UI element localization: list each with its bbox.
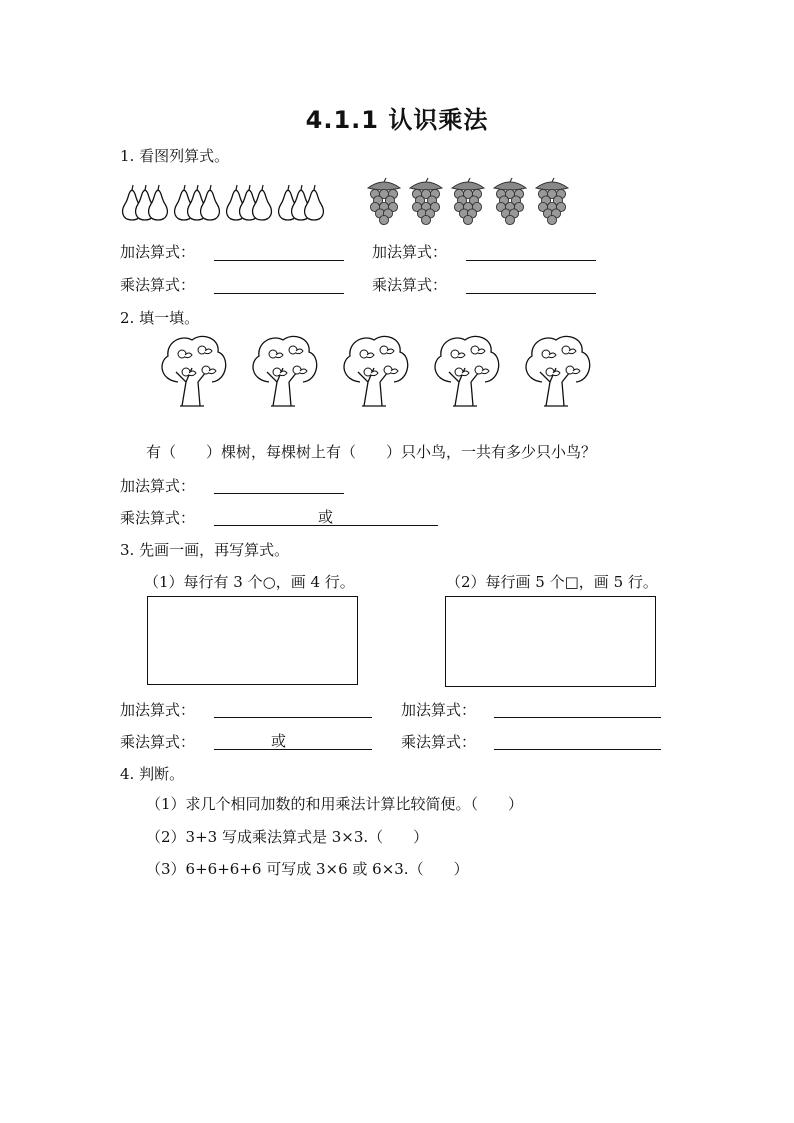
grape-bunches-illustration (368, 178, 578, 224)
q3-heading: 3. 先画一画，再写算式。 (120, 541, 290, 559)
pear-icon (253, 190, 272, 220)
q3-or-word: 或 (271, 732, 287, 750)
q1-right-add-label: 加法算式： (372, 243, 448, 261)
q1-left-add-answer-line[interactable] (214, 260, 344, 261)
q3-sub2-instruction: （2）每行画 5 个□，画 5 行。 (446, 573, 658, 591)
q1-left-add-label: 加法算式： (120, 243, 196, 261)
q1-left-mul-label: 乘法算式： (120, 276, 196, 294)
q3-drawing-box-2[interactable] (445, 596, 656, 687)
q2-heading: 2. 填一填。 (120, 309, 200, 327)
grape-bunch-icon (368, 178, 400, 225)
pear-icon (201, 190, 220, 220)
q1-left-mul-answer-line[interactable] (214, 293, 344, 294)
pear-icon (149, 190, 168, 220)
q4-item-3: （3）6+6+6+6 可写成 3×6 或 6×3.（ ） (146, 860, 469, 878)
tree-icon (344, 336, 408, 406)
tree-icon (526, 336, 590, 406)
grape-bunch-icon (452, 178, 484, 225)
q3-left-add-label: 加法算式： (120, 701, 196, 719)
grape-bunch-icon (536, 178, 568, 225)
q3-right-mul-answer-line[interactable] (494, 749, 661, 750)
q3-drawing-box-1[interactable] (147, 596, 358, 685)
grape-bunch-icon (494, 178, 526, 225)
pear-group (175, 185, 220, 220)
q1-right-mul-answer-line[interactable] (466, 293, 596, 294)
pear-groups-illustration (120, 180, 340, 224)
q4-item-2: （2）3+3 写成乘法算式是 3×3.（ ） (146, 828, 429, 846)
q2-add-answer-line[interactable] (214, 493, 344, 494)
pear-group (227, 185, 272, 220)
q2-add-label: 加法算式： (120, 477, 196, 495)
pear-group (279, 185, 324, 220)
q3-left-add-answer-line[interactable] (214, 717, 372, 718)
grape-bunch-icon (410, 178, 442, 225)
trees-illustration (150, 334, 610, 414)
q3-right-add-label: 加法算式： (401, 701, 477, 719)
q2-mul-label: 乘法算式： (120, 509, 196, 527)
q4-item-1: （1）求几个相同加数的和用乘法计算比较简便。（ ） (146, 795, 524, 813)
tree-icon (435, 336, 499, 406)
tree-icon (162, 336, 226, 406)
tree-icon (253, 336, 317, 406)
q3-right-add-answer-line[interactable] (494, 717, 661, 718)
q1-right-mul-label: 乘法算式： (372, 276, 448, 294)
q3-left-mul-answer-line[interactable] (214, 749, 372, 750)
q3-left-mul-label: 乘法算式： (120, 733, 196, 751)
pear-group (123, 185, 168, 220)
q1-right-add-answer-line[interactable] (466, 260, 596, 261)
pear-icon (305, 190, 324, 220)
q3-sub1-instruction: （1）每行有 3 个○，画 4 行。 (144, 573, 355, 591)
q3-right-mul-label: 乘法算式： (401, 733, 477, 751)
q2-question: 有（ ）棵树，每棵树上有（ ）只小鸟，一共有多少只小鸟？ (146, 443, 597, 461)
q4-heading: 4. 判断。 (120, 765, 185, 783)
q2-or-word: 或 (318, 508, 334, 526)
page-title: 4.1.1 认识乘法 (305, 106, 489, 134)
q1-heading: 1. 看图列算式。 (120, 147, 230, 165)
